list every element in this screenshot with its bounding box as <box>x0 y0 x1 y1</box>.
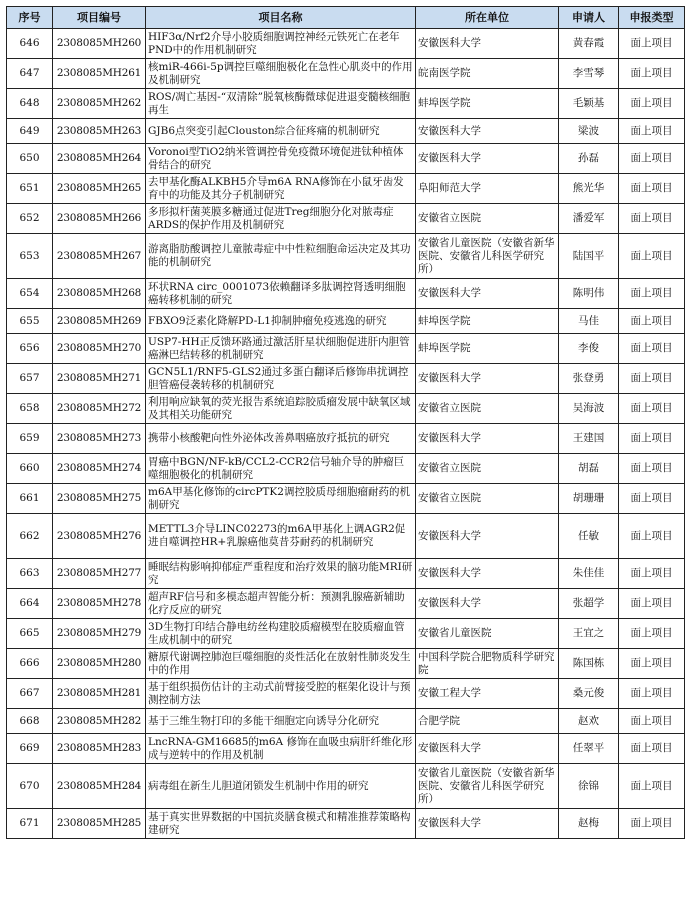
table-row <box>7 424 685 454</box>
cell-unit: 安徽医科大学 <box>416 809 559 839</box>
cell-project-name: FBXO9泛素化降解PD-L1抑制肿瘤免疫逃逸的研究 <box>146 309 416 334</box>
cell-applicant: 朱佳佳 <box>559 559 619 589</box>
cell-serial-number: 669 <box>7 734 53 764</box>
cell-serial-number: 646 <box>7 29 53 59</box>
cell-project-code: 2308085MH275 <box>53 484 146 514</box>
cell-project-code: 2308085MH276 <box>53 514 146 559</box>
cell-project-name: METTL3介导LINC02273的m6A甲基化上调AGR2促进自噬调控HR+乳腺癌他莫昔芬耐药的机制研究 <box>146 514 416 559</box>
cell-serial-number: 668 <box>7 709 53 734</box>
table-row <box>7 589 685 619</box>
cell-unit: 安徽医科大学 <box>416 514 559 559</box>
table-row <box>7 174 685 204</box>
cell-serial-number: 650 <box>7 144 53 174</box>
cell-applicant: 任敏 <box>559 514 619 559</box>
cell-serial-number: 662 <box>7 514 53 559</box>
cell-unit: 蚌埠医学院 <box>416 89 559 119</box>
table-header-row <box>7 7 685 29</box>
table-row <box>7 204 685 234</box>
cell-application-type: 面上项目 <box>619 334 685 364</box>
cell-project-code: 2308085MH260 <box>53 29 146 59</box>
cell-applicant: 熊光华 <box>559 174 619 204</box>
cell-project-name: m6A甲基化修饰的circPTK2调控胶质母细胞瘤耐药的机制研究 <box>146 484 416 514</box>
table-row <box>7 484 685 514</box>
cell-application-type: 面上项目 <box>619 589 685 619</box>
table-row <box>7 649 685 679</box>
cell-unit: 安徽省儿童医院 <box>416 619 559 649</box>
cell-application-type: 面上项目 <box>619 234 685 279</box>
cell-project-name: 3D生物打印结合静电纺丝构建胶质瘤模型在胶质瘤血管生成机制中的研究 <box>146 619 416 649</box>
cell-serial-number: 667 <box>7 679 53 709</box>
cell-applicant: 马佳 <box>559 309 619 334</box>
header-project-code: 项目编号 <box>53 7 146 29</box>
cell-applicant: 王建国 <box>559 424 619 454</box>
table-row <box>7 119 685 144</box>
cell-unit: 安徽医科大学 <box>416 29 559 59</box>
cell-serial-number: 647 <box>7 59 53 89</box>
cell-project-name: 游离脂肪酸调控儿童脓毒症中中性粒细胞命运决定及其功能的机制研究 <box>146 234 416 279</box>
cell-application-type: 面上项目 <box>619 514 685 559</box>
cell-applicant: 毛颖基 <box>559 89 619 119</box>
cell-project-code: 2308085MH281 <box>53 679 146 709</box>
cell-application-type: 面上项目 <box>619 709 685 734</box>
cell-unit: 蚌埠医学院 <box>416 334 559 364</box>
cell-application-type: 面上项目 <box>619 364 685 394</box>
cell-application-type: 面上项目 <box>619 174 685 204</box>
cell-project-name: 病毒组在新生儿胆道闭锁发生机制中作用的研究 <box>146 764 416 809</box>
table-row <box>7 234 685 279</box>
cell-applicant: 梁波 <box>559 119 619 144</box>
cell-application-type: 面上项目 <box>619 279 685 309</box>
cell-application-type: 面上项目 <box>619 734 685 764</box>
cell-application-type: 面上项目 <box>619 119 685 144</box>
cell-application-type: 面上项目 <box>619 764 685 809</box>
cell-application-type: 面上项目 <box>619 484 685 514</box>
cell-serial-number: 659 <box>7 424 53 454</box>
cell-unit: 安徽医科大学 <box>416 734 559 764</box>
table-row <box>7 334 685 364</box>
cell-project-name: 胃癌中BGN/NF-kB/CCL2-CCR2信号轴介导的肿瘤巨噬细胞极化的机制研究 <box>146 454 416 484</box>
table-row <box>7 734 685 764</box>
cell-applicant: 孙磊 <box>559 144 619 174</box>
cell-serial-number: 655 <box>7 309 53 334</box>
cell-serial-number: 651 <box>7 174 53 204</box>
cell-unit: 安徽医科大学 <box>416 119 559 144</box>
cell-application-type: 面上项目 <box>619 59 685 89</box>
cell-project-name: HIF3α/Nrf2介导小胶质细胞调控神经元铁死亡在老年PND中的作用机制研究 <box>146 29 416 59</box>
cell-project-code: 2308085MH268 <box>53 279 146 309</box>
cell-project-code: 2308085MH283 <box>53 734 146 764</box>
cell-project-code: 2308085MH271 <box>53 364 146 394</box>
cell-unit: 安徽医科大学 <box>416 589 559 619</box>
cell-serial-number: 656 <box>7 334 53 364</box>
cell-project-code: 2308085MH264 <box>53 144 146 174</box>
cell-applicant: 陆国平 <box>559 234 619 279</box>
table-row <box>7 679 685 709</box>
cell-unit: 安徽省立医院 <box>416 454 559 484</box>
cell-application-type: 面上项目 <box>619 89 685 119</box>
cell-applicant: 桑元俊 <box>559 679 619 709</box>
cell-unit: 安徽工程大学 <box>416 679 559 709</box>
cell-serial-number: 670 <box>7 764 53 809</box>
cell-applicant: 赵梅 <box>559 809 619 839</box>
cell-project-name: 基于真实世界数据的中国抗炎膳食模式和精准推荐策略构建研究 <box>146 809 416 839</box>
table-row <box>7 279 685 309</box>
table-row <box>7 29 685 59</box>
cell-serial-number: 658 <box>7 394 53 424</box>
cell-application-type: 面上项目 <box>619 394 685 424</box>
cell-application-type: 面上项目 <box>619 204 685 234</box>
cell-project-code: 2308085MH273 <box>53 424 146 454</box>
cell-applicant: 吴海波 <box>559 394 619 424</box>
cell-application-type: 面上项目 <box>619 424 685 454</box>
table-row <box>7 514 685 559</box>
cell-project-code: 2308085MH280 <box>53 649 146 679</box>
table-row <box>7 59 685 89</box>
table-row <box>7 559 685 589</box>
cell-project-code: 2308085MH284 <box>53 764 146 809</box>
cell-unit: 合肥学院 <box>416 709 559 734</box>
cell-serial-number: 666 <box>7 649 53 679</box>
cell-project-name: ROS/凋亡基因-“双清除”脱氧核酶微球促进退变髓核细胞再生 <box>146 89 416 119</box>
cell-project-name: LncRNA-GM16685的m6A 修饰在血吸虫病肝纤维化形成与逆转中的作用及机制 <box>146 734 416 764</box>
cell-project-name: 基于三维生物打印的多能干细胞定向诱导分化研究 <box>146 709 416 734</box>
cell-application-type: 面上项目 <box>619 144 685 174</box>
cell-applicant: 黄春霞 <box>559 29 619 59</box>
table-row <box>7 144 685 174</box>
cell-applicant: 王宜之 <box>559 619 619 649</box>
cell-application-type: 面上项目 <box>619 29 685 59</box>
cell-application-type: 面上项目 <box>619 619 685 649</box>
cell-application-type: 面上项目 <box>619 559 685 589</box>
cell-project-code: 2308085MH282 <box>53 709 146 734</box>
cell-application-type: 面上项目 <box>619 649 685 679</box>
cell-applicant: 陈国栋 <box>559 649 619 679</box>
cell-unit: 安徽省立医院 <box>416 484 559 514</box>
cell-project-code: 2308085MH270 <box>53 334 146 364</box>
cell-project-name: USP7-HH正反馈环路通过激活肝星状细胞促进肝内胆管癌淋巴结转移的机制研究 <box>146 334 416 364</box>
table-row <box>7 764 685 809</box>
header-project-name: 项目名称 <box>146 7 416 29</box>
cell-unit: 皖南医学院 <box>416 59 559 89</box>
cell-project-name: Voronoi型TiO2纳米管调控骨免疫微环境促进钛种植体骨结合的研究 <box>146 144 416 174</box>
cell-project-code: 2308085MH267 <box>53 234 146 279</box>
cell-serial-number: 664 <box>7 589 53 619</box>
cell-applicant: 任翠平 <box>559 734 619 764</box>
cell-unit: 安徽省立医院 <box>416 204 559 234</box>
table-row <box>7 309 685 334</box>
cell-applicant: 潘爱军 <box>559 204 619 234</box>
table-row <box>7 394 685 424</box>
cell-project-code: 2308085MH266 <box>53 204 146 234</box>
cell-unit: 安徽医科大学 <box>416 279 559 309</box>
header-applicant: 申请人 <box>559 7 619 29</box>
cell-unit: 阜阳师范大学 <box>416 174 559 204</box>
cell-unit: 安徽医科大学 <box>416 144 559 174</box>
cell-project-name: GCN5L1/RNF5-GLS2通过多蛋白翻译后修饰串扰调控胆管癌侵袭转移的机制研究 <box>146 364 416 394</box>
header-application-type: 申报类型 <box>619 7 685 29</box>
cell-project-name: 去甲基化酶ALKBH5介导m6A RNA修饰在小鼠牙齿发育中的功能及其分子机制研究 <box>146 174 416 204</box>
cell-project-name: 糖原代谢调控肺泡巨噬细胞的炎性活化在放射性肺炎发生中的作用 <box>146 649 416 679</box>
table-row <box>7 619 685 649</box>
table-row <box>7 454 685 484</box>
cell-project-code: 2308085MH261 <box>53 59 146 89</box>
cell-applicant: 张登勇 <box>559 364 619 394</box>
cell-application-type: 面上项目 <box>619 809 685 839</box>
cell-applicant: 李雪琴 <box>559 59 619 89</box>
cell-serial-number: 663 <box>7 559 53 589</box>
cell-project-code: 2308085MH262 <box>53 89 146 119</box>
cell-applicant: 胡珊珊 <box>559 484 619 514</box>
table-row <box>7 809 685 839</box>
cell-project-name: 核miR-466i-5p调控巨噬细胞极化在急性心肌炎中的作用及机制研究 <box>146 59 416 89</box>
cell-serial-number: 665 <box>7 619 53 649</box>
cell-applicant: 李俊 <box>559 334 619 364</box>
cell-application-type: 面上项目 <box>619 679 685 709</box>
cell-serial-number: 653 <box>7 234 53 279</box>
cell-serial-number: 657 <box>7 364 53 394</box>
cell-project-code: 2308085MH269 <box>53 309 146 334</box>
header-serial-number: 序号 <box>7 7 53 29</box>
cell-serial-number: 654 <box>7 279 53 309</box>
cell-project-name: GJB6点突变引起Clouston综合征疼痛的机制研究 <box>146 119 416 144</box>
cell-project-code: 2308085MH278 <box>53 589 146 619</box>
cell-unit: 中国科学院合肥物质科学研究院 <box>416 649 559 679</box>
cell-unit: 安徽医科大学 <box>416 364 559 394</box>
cell-project-name: 超声RF信号和多模态超声智能分析：预测乳腺癌新辅助化疗反应的研究 <box>146 589 416 619</box>
table-row <box>7 364 685 394</box>
cell-project-name: 利用响应缺氧的荧光报告系统追踪胶质瘤发展中缺氧区域及其相关功能研究 <box>146 394 416 424</box>
cell-unit: 安徽医科大学 <box>416 424 559 454</box>
cell-project-code: 2308085MH274 <box>53 454 146 484</box>
cell-project-name: 环状RNA circ_0001073依赖翻译多肽调控肾透明细胞癌转移机制的研究 <box>146 279 416 309</box>
cell-unit: 安徽省立医院 <box>416 394 559 424</box>
cell-project-name: 携带小核酸靶向性外泌体改善鼻咽癌放疗抵抗的研究 <box>146 424 416 454</box>
cell-serial-number: 660 <box>7 454 53 484</box>
cell-applicant: 胡磊 <box>559 454 619 484</box>
cell-unit: 蚌埠医学院 <box>416 309 559 334</box>
cell-application-type: 面上项目 <box>619 454 685 484</box>
cell-unit: 安徽医科大学 <box>416 559 559 589</box>
cell-serial-number: 671 <box>7 809 53 839</box>
project-table <box>6 6 685 839</box>
cell-serial-number: 648 <box>7 89 53 119</box>
cell-project-code: 2308085MH272 <box>53 394 146 424</box>
cell-unit: 安徽省儿童医院（安徽省新华医院、安徽省儿科医学研究所） <box>416 234 559 279</box>
cell-serial-number: 661 <box>7 484 53 514</box>
cell-project-code: 2308085MH265 <box>53 174 146 204</box>
cell-serial-number: 652 <box>7 204 53 234</box>
cell-unit: 安徽省儿童医院（安徽省新华医院、安徽省儿科医学研究所） <box>416 764 559 809</box>
cell-application-type: 面上项目 <box>619 309 685 334</box>
cell-applicant: 赵欢 <box>559 709 619 734</box>
header-unit: 所在单位 <box>416 7 559 29</box>
project-list-page <box>6 6 685 839</box>
cell-project-name: 睡眠结构影响抑郁症严重程度和治疗效果的脑功能MRI研究 <box>146 559 416 589</box>
cell-project-name: 基于组织损伤估计的主动式前臂接受腔的框架化设计与预测控制方法 <box>146 679 416 709</box>
cell-project-code: 2308085MH279 <box>53 619 146 649</box>
cell-applicant: 徐锦 <box>559 764 619 809</box>
table-row <box>7 89 685 119</box>
cell-project-code: 2308085MH263 <box>53 119 146 144</box>
cell-project-code: 2308085MH277 <box>53 559 146 589</box>
cell-applicant: 张超学 <box>559 589 619 619</box>
cell-project-code: 2308085MH285 <box>53 809 146 839</box>
cell-project-name: 多形拟杆菌荚膜多糖通过促进Treg细胞分化对脓毒症ARDS的保护作用及机制研究 <box>146 204 416 234</box>
cell-applicant: 陈明伟 <box>559 279 619 309</box>
table-row <box>7 709 685 734</box>
cell-serial-number: 649 <box>7 119 53 144</box>
